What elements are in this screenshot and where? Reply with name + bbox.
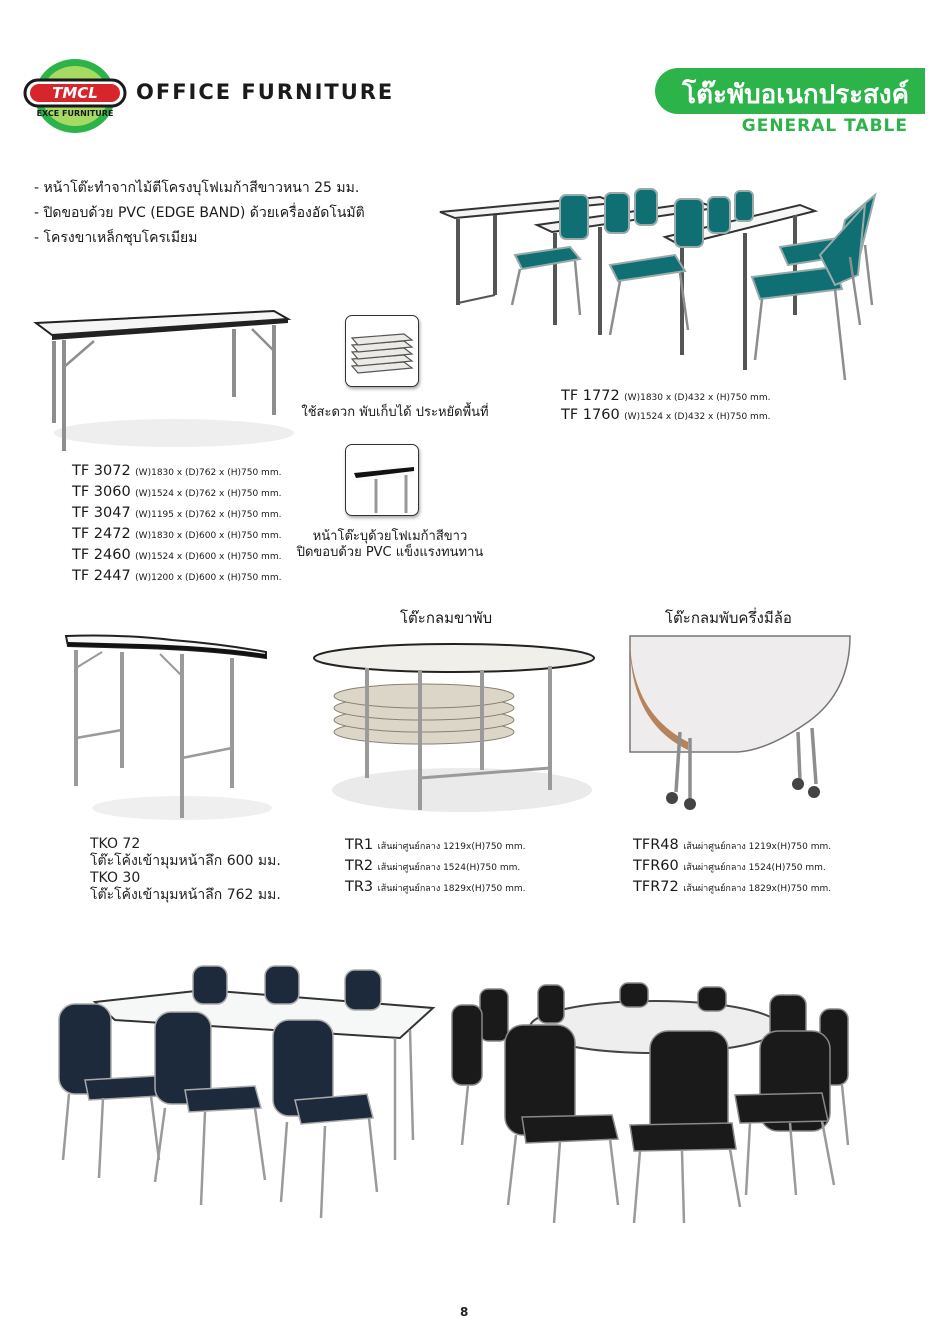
model-spec: (W)1524 x (D)432 x (H)750 mm. [624,412,771,422]
model-code: TF 3072 [72,463,131,479]
model-code: TF 2447 [72,568,131,584]
stacked-tabletops-thumb [345,315,419,387]
model-row [561,406,770,427]
model-code: TFR72 [633,879,679,895]
model-row [72,462,281,483]
tf-standard-table-photo [34,305,294,455]
stack-caption: ใช้สะดวก พับเก็บได้ ประหยัดพื้นที่ [301,405,489,420]
model-row [72,567,281,588]
rect-table-with-chairs-photo [55,960,435,1220]
tfr-models [633,836,831,899]
model-spec: (W)1830 x (D)432 x (H)750 mm. [624,393,771,403]
model-code: TR2 [345,858,374,874]
edge-caption-line: ปิดขอบด้วย PVC แข็งแรงทนทาน [296,545,484,560]
model-spec: (W)1200 x (D)600 x (H)750 mm. [135,573,282,583]
round-table-title: โต๊ะกลมขาพับ [400,609,493,627]
model-code: TFR60 [633,858,679,874]
edge-band-thumb [345,444,419,516]
model-spec: เส้นผ่าศูนย์กลาง 1524(H)750 mm. [377,863,521,873]
company-logo [24,58,126,134]
model-code: TF 3047 [72,505,131,521]
model-row [345,836,526,857]
model-desc: โต๊ะโค้งเข้ามุมหน้าลึก 600 มม. [90,853,281,869]
tf-long-table-photo [440,185,880,390]
page-number: 8 [460,1305,469,1319]
model-spec: (W)1830 x (D)600 x (H)750 mm. [135,531,282,541]
feature-item: - โครงขาเหล็กชุบโครเมียม [34,230,198,246]
model-row [633,878,831,899]
model-code: TF 1760 [561,407,620,423]
model-code: TF 1772 [561,388,620,404]
round-table-photo [312,640,602,820]
model-spec: (W)1524 x (D)762 x (H)750 mm. [135,489,282,499]
model-code: TKO 30 [90,870,141,886]
brand-title: OFFICE FURNITURE [136,80,395,104]
tko-models [90,836,281,904]
model-row [345,857,526,878]
model-spec: (W)1524 x (D)600 x (H)750 mm. [135,552,282,562]
model-spec: เส้นผ่าศูนย์กลาง 1219x(H)750 mm. [377,842,526,852]
model-code: TR1 [345,837,374,853]
model-spec: (W)1195 x (D)762 x (H)750 mm. [135,510,282,520]
model-desc: โต๊ะโค้งเข้ามุมหน้าลึก 762 มม. [90,887,281,903]
model-row [72,483,281,504]
feature-item: - หน้าโต๊ะทำจากไม้ตีโครงบุโฟเมก้าสีขาวหนา 25 มม. [34,180,360,196]
model-code: TKO 72 [90,836,141,852]
edge-band-caption [290,529,490,561]
model-row [345,878,526,899]
feature-item: - ปิดขอบด้วย PVC (EDGE BAND) ด้วยเครื่องอัดโนมัติ [34,205,365,221]
model-spec: เส้นผ่าศูนย์กลาง 1219x(H)750 mm. [683,842,832,852]
model-row [72,525,281,546]
category-title-th: โต๊ะพับอเนกประสงค์ [682,80,909,110]
model-code: TFR48 [633,837,679,853]
model-code: TF 2460 [72,547,131,563]
model-spec: เส้นผ่าศูนย์กลาง 1829x(H)750 mm. [683,884,832,894]
half-round-table-photo [628,632,856,812]
model-code: TF 2472 [72,526,131,542]
half-round-table-title: โต๊ะกลมพับครึ่งมีล้อ [665,609,792,627]
model-row [72,504,281,525]
model-spec: (W)1830 x (D)762 x (H)750 mm. [135,468,282,478]
feature-list [34,176,365,251]
edge-caption-line: หน้าโต๊ะบุด้วยโฟเมก้าสีขาว [312,529,468,544]
model-row [633,857,831,878]
model-spec: เส้นผ่าศูนย์กลาง 1829x(H)750 mm. [377,884,526,894]
model-row [561,387,770,408]
category-banner [655,68,925,114]
tr-models [345,836,526,899]
category-title-en: GENERAL TABLE [741,116,908,136]
model-code: TF 3060 [72,484,131,500]
tf-standard-models [72,462,281,588]
logo-text: TMCL [52,84,98,102]
model-row [633,836,831,857]
tko-corner-table-photo [62,628,272,828]
model-spec: เส้นผ่าศูนย์กลาง 1524(H)750 mm. [683,863,826,873]
round-table-with-chairs-photo [450,975,855,1225]
model-row [72,546,281,567]
logo-subtext: EXCE FURNITURE [36,109,114,118]
model-code: TR3 [345,879,374,895]
